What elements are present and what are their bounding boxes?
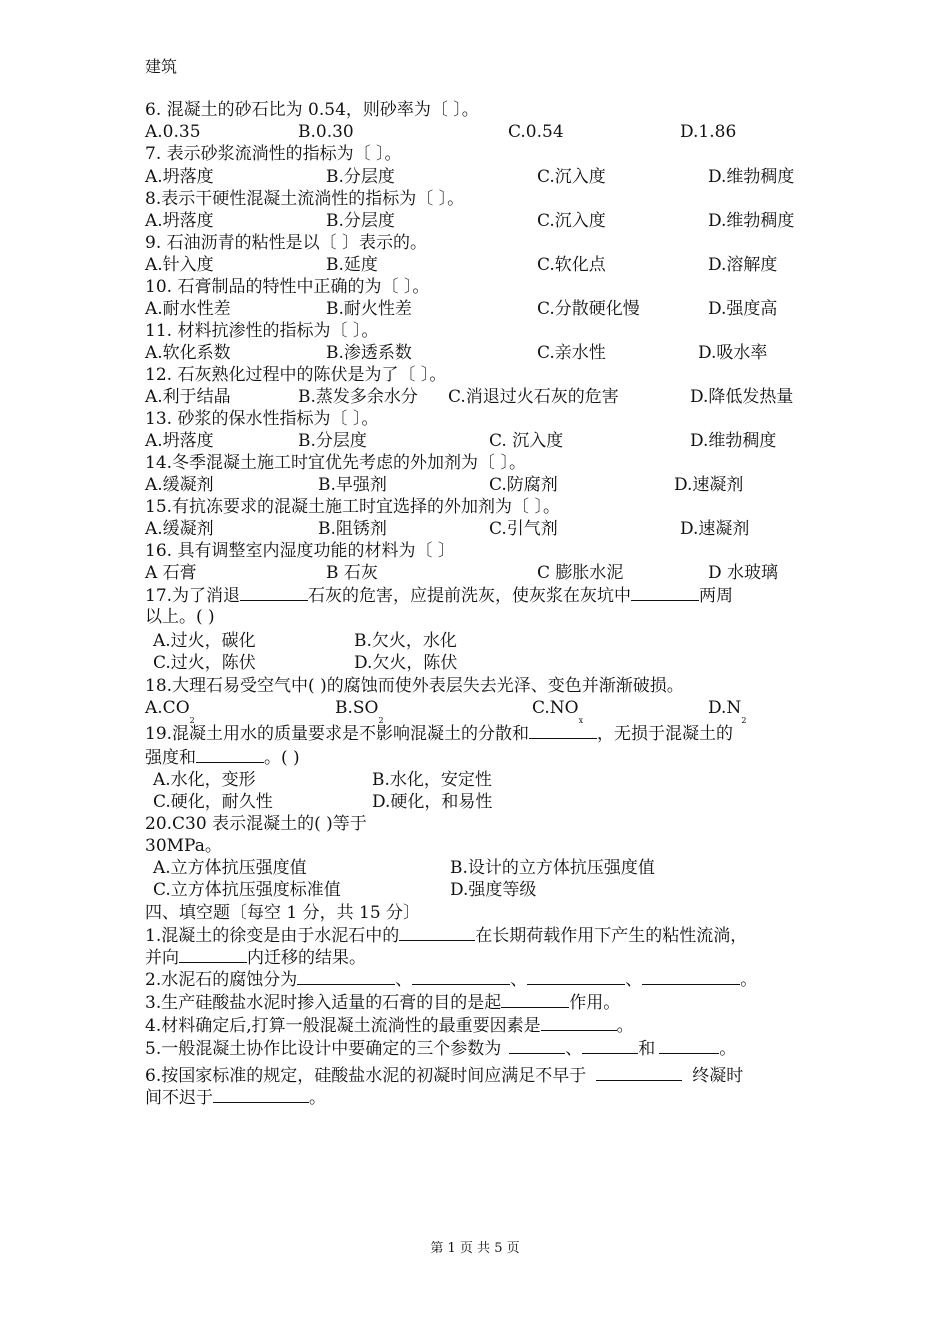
- question-17-option-a: A.过火，碳化: [153, 631, 256, 651]
- fill-1-text-1: 1.混凝土的徐变是由于水泥石中的: [145, 926, 400, 946]
- question-7-stem: 7. 表示砂浆流淌性的指标为〔 〕。: [145, 144, 402, 164]
- fill-2-sep-3: 、: [625, 970, 643, 990]
- fill-5-blank-2: [582, 1037, 638, 1054]
- question-7-option-d: D.维勃稠度: [708, 167, 795, 187]
- question-9-option-d: D.溶解度: [708, 255, 778, 275]
- question-12-stem: 12. 石灰熟化过程中的陈伏是为了〔 〕。: [145, 365, 447, 385]
- question-19-stem-part1: 19.混凝土用水的质量要求是不影响混凝土的分散和: [145, 724, 530, 744]
- question-10-option-d: D.强度高: [708, 299, 778, 319]
- question-19-stem-line1: [145, 722, 733, 745]
- question-6-stem: 6. 混凝土的砂石比为 0.54，则砂率为〔 〕。: [145, 100, 479, 120]
- fill-1-text-2: 在长期荷载作用下产生的粘性流淌，: [475, 926, 748, 946]
- question-16-stem: 16. 具有调整室内湿度功能的材料为〔 〕: [145, 541, 455, 561]
- fill-6-text-3: 间不迟于: [145, 1088, 213, 1108]
- question-10-option-a: A.耐水性差: [145, 299, 231, 319]
- question-17-option-b: B.欠火，水化: [354, 631, 457, 651]
- question-19-option-b: B.水化，安定性: [372, 770, 492, 790]
- fill-6-text-1: 6.按国家标准的规定，硅酸盐水泥的初凝时间应满足不早于: [145, 1066, 587, 1086]
- question-9-option-b: B.延度: [326, 255, 378, 275]
- question-17-stem-part3: 两周: [699, 586, 734, 606]
- question-15-option-b: B.阻锈剂: [318, 519, 387, 539]
- fill-5-end: 。: [719, 1039, 737, 1059]
- question-18-option-c-sub: x: [578, 716, 584, 725]
- question-17-stem-part1: 17.为了消退: [145, 586, 241, 606]
- question-10-option-c: C.分散硬化慢: [537, 299, 640, 319]
- question-6-option-b: B.0.30: [298, 122, 354, 142]
- fill-2-line: [145, 968, 757, 991]
- question-13-option-b: B.分层度: [298, 431, 367, 451]
- question-18-option-b-text: B.SO: [335, 698, 379, 718]
- fill-3-text-2: 作用。: [569, 993, 621, 1013]
- question-10-option-b: B.耐火性差: [326, 299, 412, 319]
- question-18-option-a-sub: 2: [189, 716, 195, 725]
- fill-5-text-1: 5.一般混凝土协作比设计中要确定的三个参数为: [145, 1039, 502, 1059]
- question-18-stem: 18.大理石易受空气中( )的腐蚀而使外表层失去光泽、变色并渐渐破损。: [145, 676, 684, 696]
- question-14-stem: 14.冬季混凝土施工时宜优先考虑的外加剂为〔 〕。: [145, 453, 526, 473]
- question-18-option-c-text: C.NO: [532, 698, 579, 718]
- question-12-option-d: D.降低发热量: [690, 387, 794, 407]
- question-8-stem: 8.表示干硬性混凝土流淌性的指标为〔 〕。: [145, 189, 465, 209]
- question-13-option-a: A.坍落度: [145, 431, 214, 451]
- fill-6-blank-1: [596, 1064, 682, 1081]
- section-4-title: 四、填空题〔每空 1 分，共 15 分〕: [145, 903, 421, 923]
- question-11-option-d: D.吸水率: [698, 343, 768, 363]
- fill-6-text-2: 终凝时: [692, 1066, 744, 1086]
- question-20-option-c: C.立方体抗压强度标准值: [153, 880, 341, 900]
- question-13-option-d: D.维勃稠度: [690, 431, 777, 451]
- fill-4-line: [145, 1014, 634, 1037]
- fill-2-text-1: 2.水泥石的腐蚀分为: [145, 970, 298, 990]
- fill-5-sep-1: 、: [565, 1039, 583, 1059]
- question-12-option-a: A.利于结晶: [145, 387, 231, 407]
- question-6-option-d: D.1.86: [680, 122, 737, 142]
- question-17-stem-line1: [145, 584, 733, 607]
- question-8-option-a: A.坍落度: [145, 211, 214, 231]
- question-8-option-c: C.沉入度: [537, 211, 606, 231]
- question-11-option-c: C.亲水性: [537, 343, 606, 363]
- question-11-stem: 11. 材料抗渗性的指标为〔 〕。: [145, 321, 379, 341]
- question-14-option-c: C.防腐剂: [489, 475, 558, 495]
- page-footer: 第 1 页 共 5 页: [430, 1241, 520, 1256]
- fill-2-sep-2: 、: [510, 970, 528, 990]
- question-19-stem-part3: 强度和: [145, 748, 196, 768]
- fill-5-blank-3: [659, 1037, 719, 1054]
- question-12-option-b: B.蒸发多余水分: [298, 387, 418, 407]
- fill-4-text-1: 4.材料确定后,打算一般混凝土流淌性的最重要因素是: [145, 1016, 541, 1036]
- fill-2-blank-1: [297, 968, 395, 985]
- question-18-option-d-text: D.N: [708, 698, 742, 718]
- fill-1-text-3: 并向: [145, 948, 179, 968]
- fill-2-blank-4: [642, 968, 740, 985]
- question-14-option-b: B.早强剂: [318, 475, 387, 495]
- question-7-option-c: C.沉入度: [537, 167, 606, 187]
- question-17-stem-part2: 石灰的危害，应提前洗灰，使灰浆在灰坑中: [308, 586, 632, 606]
- question-8-option-b: B.分层度: [326, 211, 395, 231]
- page-header: 建筑: [145, 57, 178, 76]
- fill-3-line: [145, 991, 620, 1014]
- fill-1-line1: [145, 924, 747, 947]
- question-15-option-c: C.引气剂: [489, 519, 558, 539]
- question-18-option-d-sub: 2: [741, 716, 747, 725]
- fill-4-text-2: 。: [616, 1016, 634, 1036]
- question-20-stem-line2: 30MPa。: [145, 836, 222, 856]
- question-9-stem: 9. 石油沥青的粘性是以〔 〕表示的。: [145, 233, 428, 253]
- question-19-stem-part4: 。( ): [264, 748, 300, 768]
- fill-5-line: [145, 1037, 736, 1060]
- fill-3-blank: [501, 991, 569, 1008]
- fill-2-end: 。: [740, 970, 758, 990]
- question-18-option-b-sub: 2: [378, 716, 384, 725]
- question-17-option-d: D.欠火，陈伏: [354, 653, 458, 673]
- fill-5-sep-2: 和: [638, 1039, 656, 1059]
- question-12-option-c: C.消退过火石灰的危害: [448, 387, 619, 407]
- question-17-blank-2: [631, 584, 699, 601]
- question-7-option-b: B.分层度: [326, 167, 395, 187]
- question-6-option-c: C.0.54: [508, 122, 564, 142]
- question-20-option-d: D.强度等级: [450, 880, 537, 900]
- fill-2-sep-1: 、: [395, 970, 413, 990]
- question-14-option-a: A.缓凝剂: [145, 475, 214, 495]
- question-19-option-c: C.硬化，耐久性: [153, 792, 273, 812]
- question-19-stem-line2: [145, 746, 300, 769]
- question-10-stem: 10. 石膏制品的特性中正确的为〔 〕。: [145, 277, 430, 297]
- fill-6-line1: [145, 1064, 743, 1087]
- question-6-option-a: A.0.35: [145, 122, 201, 142]
- fill-1-line2: [145, 946, 366, 969]
- question-16-option-d: D 水玻璃: [708, 563, 779, 583]
- fill-2-blank-2: [412, 968, 510, 985]
- fill-4-blank: [541, 1014, 617, 1031]
- question-19-stem-part2: ，无损于混凝土的: [597, 724, 734, 744]
- question-20-option-a: A.立方体抗压强度值: [153, 858, 307, 878]
- question-9-option-a: A.针入度: [145, 255, 214, 275]
- question-11-option-a: A.软化系数: [145, 343, 231, 363]
- question-8-option-d: D.维勃稠度: [708, 211, 795, 231]
- question-19-blank-2: [196, 746, 264, 763]
- question-19-blank-1: [529, 722, 597, 739]
- question-11-option-b: B.渗透系数: [326, 343, 412, 363]
- fill-6-text-4: 。: [309, 1088, 326, 1108]
- question-15-option-a: A.缓凝剂: [145, 519, 214, 539]
- question-17-blank-1: [240, 584, 308, 601]
- question-20-stem-line1: 20.C30 表示混凝土的( )等于: [145, 814, 367, 834]
- question-15-stem: 15.有抗冻要求的混凝土施工时宜选择的外加剂为〔 〕。: [145, 497, 560, 517]
- fill-2-blank-3: [527, 968, 625, 985]
- fill-5-blank-1: [509, 1037, 565, 1054]
- question-7-option-a: A.坍落度: [145, 167, 214, 187]
- question-15-option-d: D.速凝剂: [680, 519, 750, 539]
- question-18-option-a-text: A.CO: [145, 698, 190, 718]
- question-13-option-c: C. 沉入度: [489, 431, 564, 451]
- question-16-option-b: B 石灰: [326, 563, 378, 583]
- question-19-option-d: D.硬化，和易性: [372, 792, 493, 812]
- fill-6-line2: [145, 1086, 326, 1109]
- fill-3-text-1: 3.生产硅酸盐水泥时掺入适量的石膏的目的是起: [145, 993, 502, 1013]
- question-16-option-c: C 膨胀水泥: [537, 563, 624, 583]
- fill-1-blank-2: [179, 946, 247, 963]
- question-20-option-b: B.设计的立方体抗压强度值: [450, 858, 655, 878]
- fill-1-text-4: 内迁移的结果。: [247, 948, 366, 968]
- fill-1-blank-1: [399, 924, 475, 941]
- question-14-option-d: D.速凝剂: [674, 475, 744, 495]
- question-9-option-c: C.软化点: [537, 255, 606, 275]
- question-16-option-a: A 石膏: [145, 563, 197, 583]
- question-17-option-c: C.过火，陈伏: [153, 653, 256, 673]
- fill-6-blank-2: [213, 1086, 309, 1103]
- question-19-option-a: A.水化，变形: [153, 770, 256, 790]
- question-13-stem: 13. 砂浆的保水性指标为〔 〕。: [145, 409, 379, 429]
- question-17-stem-line2: 以上。( ): [145, 607, 215, 627]
